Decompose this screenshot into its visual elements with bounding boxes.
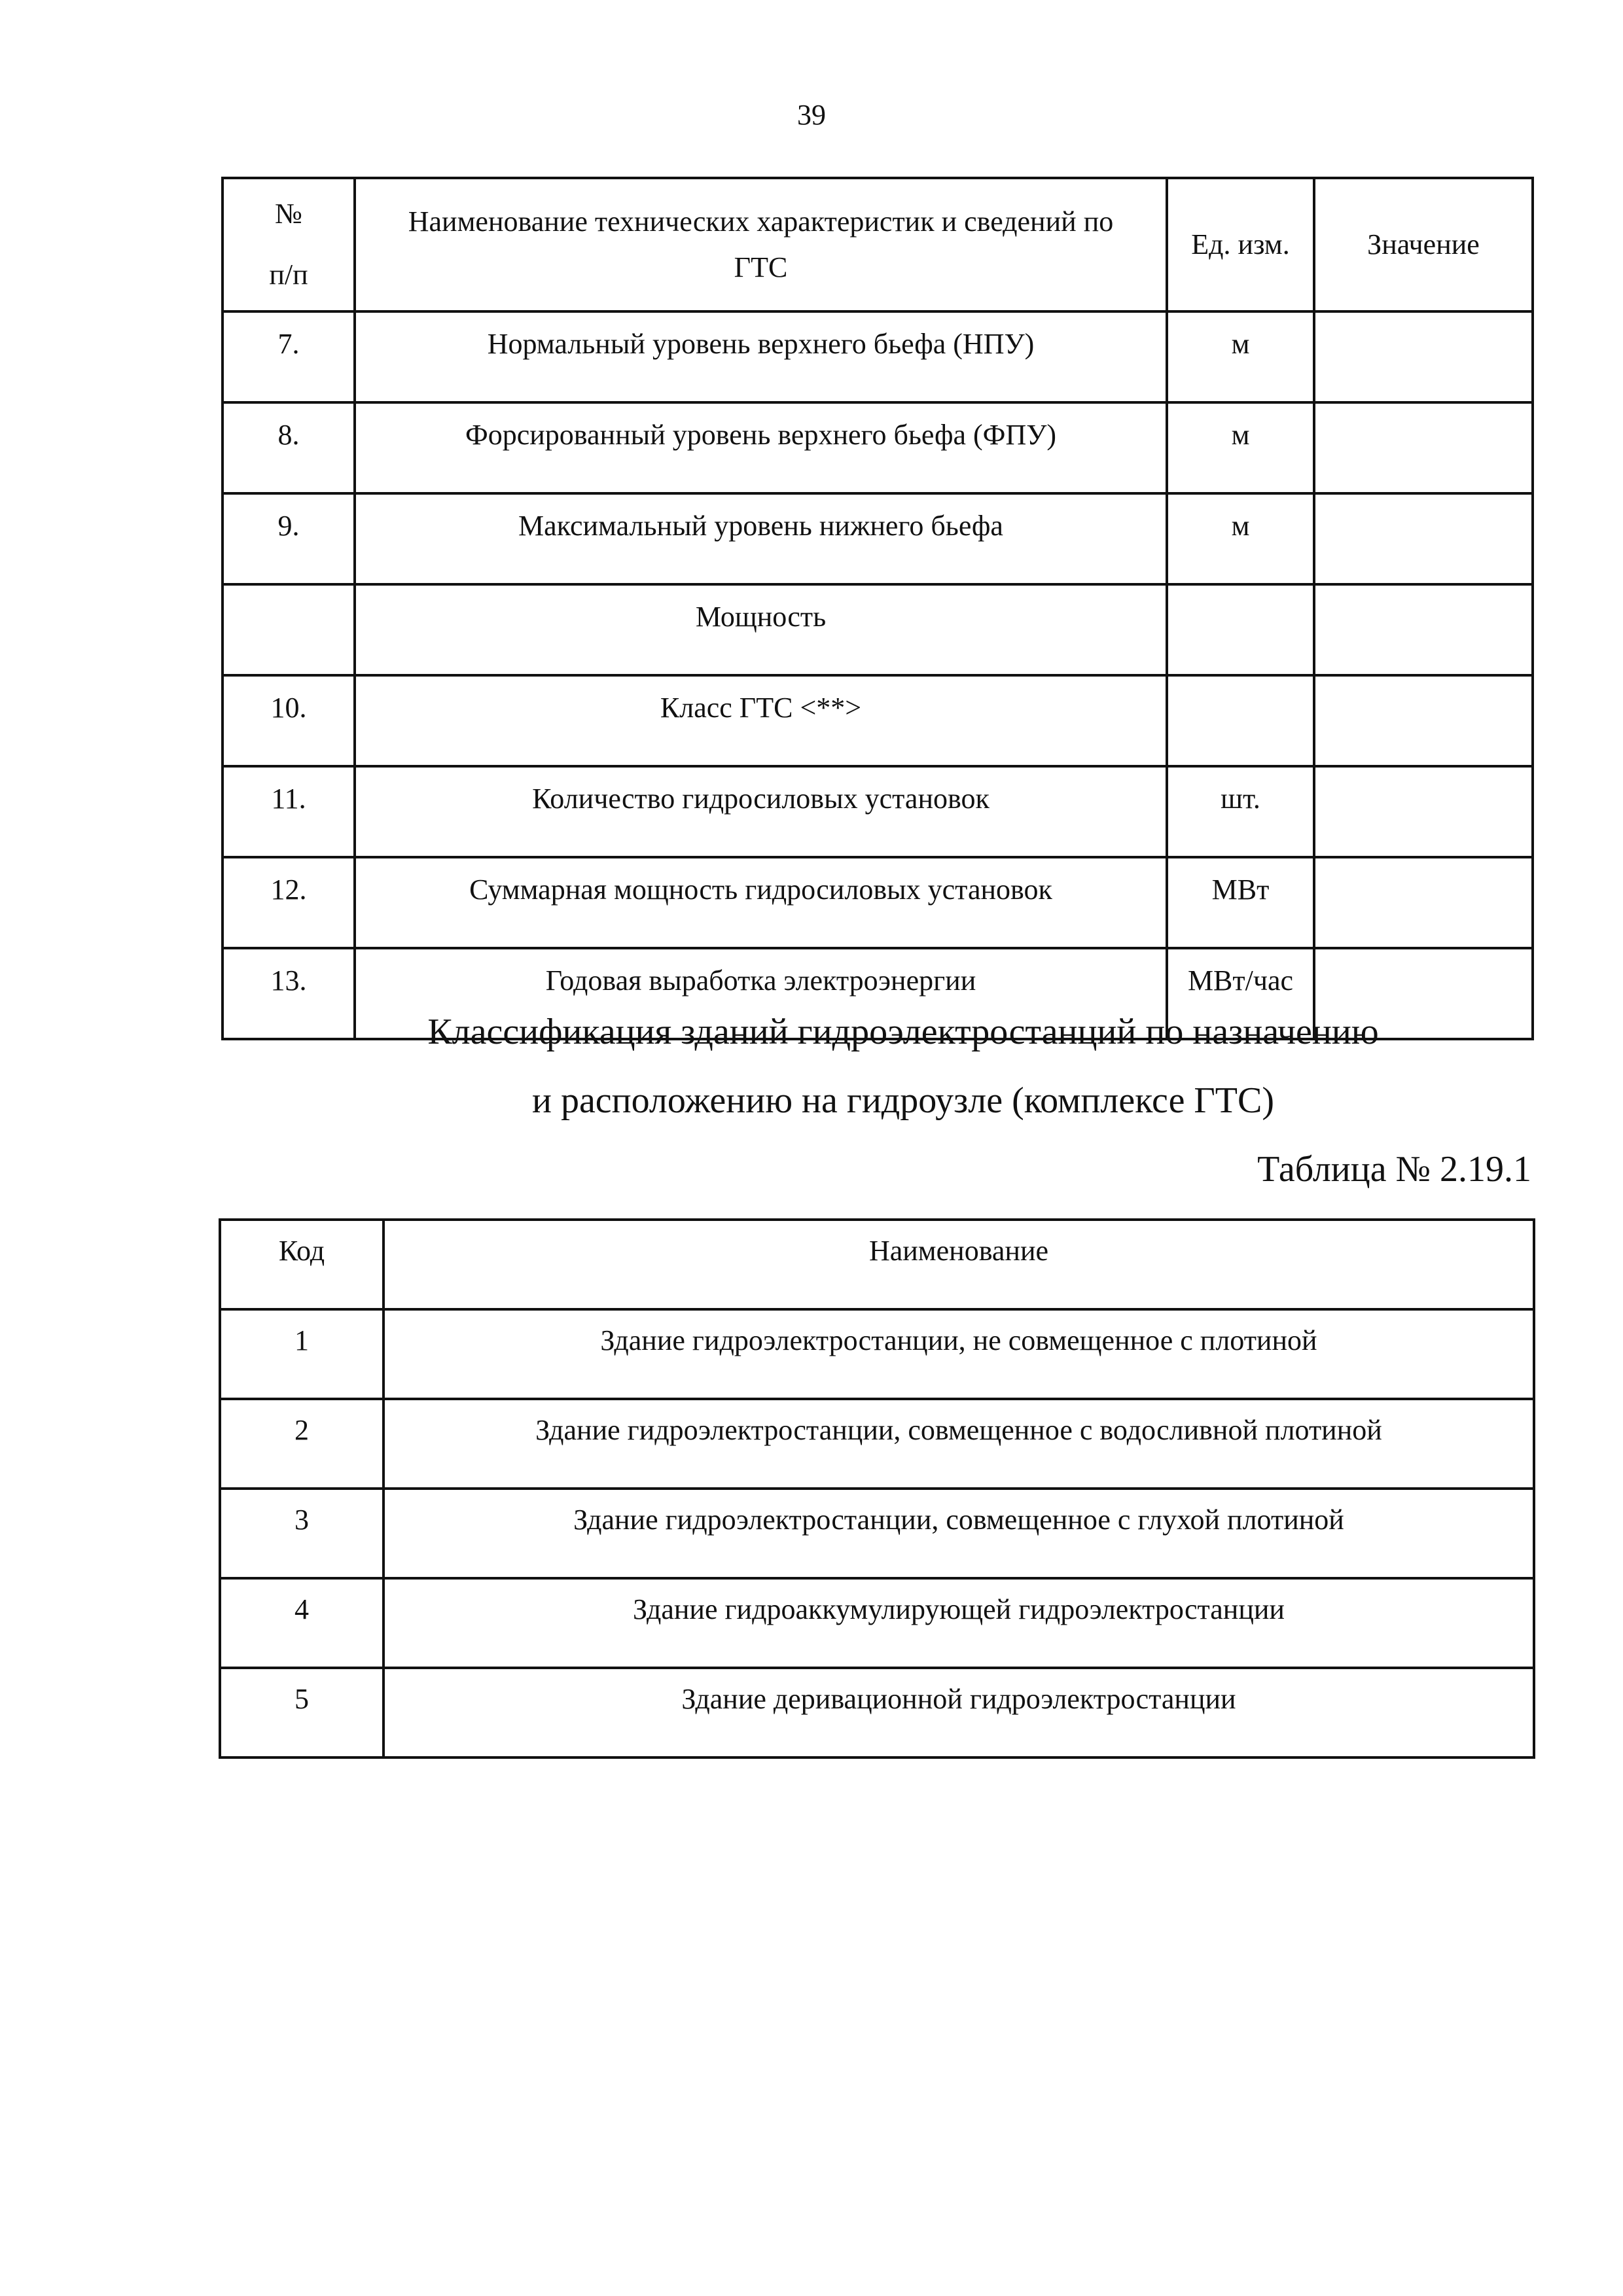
row-unit: м: [1167, 402, 1314, 493]
row-code: 2: [220, 1399, 383, 1489]
table-row: [220, 1578, 1534, 1668]
row-code: 3: [220, 1489, 383, 1578]
row-name: Количество гидросиловых установок: [355, 766, 1167, 857]
header-code: Код: [220, 1220, 383, 1309]
row-unit: шт.: [1167, 766, 1314, 857]
row-value: [1314, 584, 1533, 675]
classification-title-line2: и расположению на гидроузле (комплексе ГТС): [531, 1080, 1275, 1121]
header-name-line1: Наименование технических характеристик и сведений по: [408, 205, 1114, 238]
row-unit: [1167, 675, 1314, 766]
row-name: Здание гидроэлектростанции, совмещенное с глухой плотиной: [383, 1489, 1534, 1578]
row-name: Форсированный уровень верхнего бьефа (ФПУ): [355, 402, 1167, 493]
row-name: Здание гидроэлектростанции, не совмещенное с плотиной: [383, 1309, 1534, 1399]
row-unit: МВт: [1167, 857, 1314, 948]
row-value: [1314, 311, 1533, 402]
table-header-row: [220, 1220, 1534, 1309]
row-unit: м: [1167, 311, 1314, 402]
technical-characteristics-table: [221, 177, 1534, 1040]
table-row: [223, 584, 1533, 675]
row-num: 9.: [223, 493, 355, 584]
row-name: Здание гидроэлектростанции, совмещенное с водосливной плотиной: [383, 1399, 1534, 1489]
table-row: [220, 1489, 1534, 1578]
row-value: [1314, 493, 1533, 584]
row-name: Мощность: [355, 584, 1167, 675]
row-num: 12.: [223, 857, 355, 948]
row-unit: м: [1167, 493, 1314, 584]
row-name: Суммарная мощность гидросиловых установок: [355, 857, 1167, 948]
row-num: 11.: [223, 766, 355, 857]
header-value: Значение: [1314, 178, 1533, 311]
page-number: 39: [797, 99, 826, 131]
table-row: [223, 493, 1533, 584]
table-row: [223, 402, 1533, 493]
header-num-line2: п/п: [269, 258, 308, 291]
table-row: [220, 1668, 1534, 1757]
row-name: Здание гидроаккумулирующей гидроэлектростанции: [383, 1578, 1534, 1668]
row-value: [1314, 766, 1533, 857]
row-value: [1314, 675, 1533, 766]
row-num: 7.: [223, 311, 355, 402]
header-name: [355, 178, 1167, 311]
header-num: [223, 178, 355, 311]
row-code: 1: [220, 1309, 383, 1399]
header-name-line2: ГТС: [734, 251, 788, 283]
classification-table: [219, 1218, 1535, 1759]
row-code: 4: [220, 1578, 383, 1668]
row-name: Максимальный уровень нижнего бьефа: [355, 493, 1167, 584]
header-num-line1: №: [275, 198, 302, 230]
table-row: [223, 766, 1533, 857]
row-unit: МВт/час: [1167, 948, 1314, 1039]
table-row: [223, 857, 1533, 948]
row-name: Здание деривационной гидроэлектростанции: [383, 1668, 1534, 1757]
row-num: 8.: [223, 402, 355, 493]
row-name: Класс ГТС <**>: [355, 675, 1167, 766]
row-num: 10.: [223, 675, 355, 766]
row-value: [1314, 857, 1533, 948]
table-header-row: [223, 178, 1533, 311]
header-unit: Ед. изм.: [1167, 178, 1314, 311]
table-row: [223, 311, 1533, 402]
table-row: [223, 675, 1533, 766]
table-row: [220, 1399, 1534, 1489]
row-value: [1314, 402, 1533, 493]
table-row: [220, 1309, 1534, 1399]
row-name: Годовая выработка электроэнергии: [355, 948, 1167, 1039]
row-code: 5: [220, 1668, 383, 1757]
row-num: [223, 584, 355, 675]
row-name: Нормальный уровень верхнего бьефа (НПУ): [355, 311, 1167, 402]
header-name: Наименование: [383, 1220, 1534, 1309]
row-num: 13.: [223, 948, 355, 1039]
row-unit: [1167, 584, 1314, 675]
table-number: Таблица № 2.19.1: [1257, 1149, 1531, 1190]
classification-title-line1: Классификация зданий гидроэлектростанций по назначению: [427, 1012, 1379, 1052]
